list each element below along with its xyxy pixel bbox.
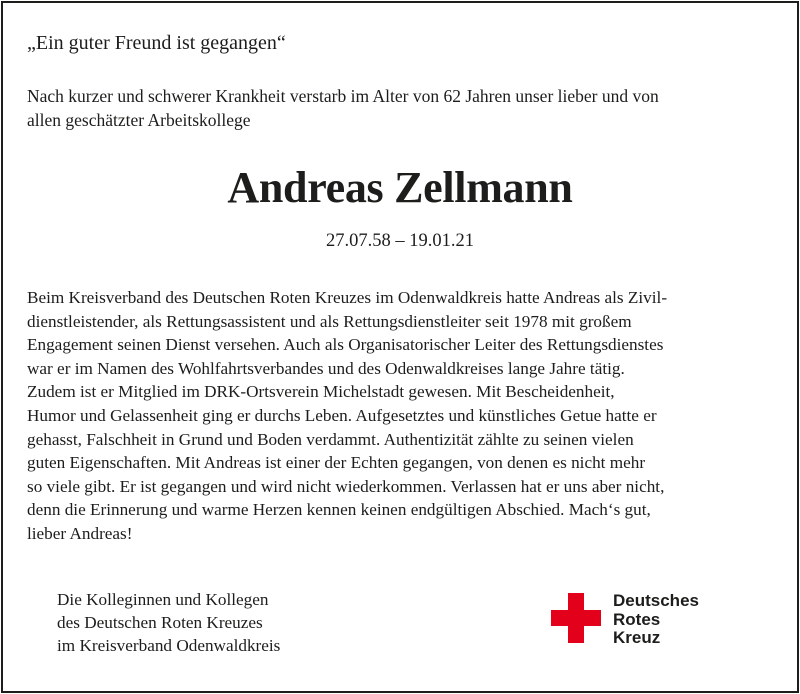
intro-line: allen geschätzter Arbeitskollege (27, 110, 251, 130)
deceased-name: Andreas Zellmann (227, 163, 573, 212)
tribute-line: guten Eigenschaften. Mit Andreas ist einer der Echten gegangen, von denen es nicht mehr (27, 453, 646, 473)
headline-quote: „Ein guter Freund ist gegangen“ (27, 32, 286, 54)
logo-wordmark (613, 592, 699, 648)
tribute-line: war er im Namen des Wohlfahrtsverbandes und des Odenwaldkreises lange Jahre tätig. (27, 358, 625, 378)
tribute-text (27, 286, 787, 546)
tribute-line: so viele gibt. Er ist gegangen und wird nicht wiederkommen. Verlassen hat er uns aber nicht, (27, 476, 665, 496)
signature-block (57, 588, 280, 657)
signature-line: Die Kolleginnen und Kollegen (57, 590, 269, 609)
tribute-line: dienstleistender, als Rettungsassistent und als Rettungsdienstleiter seit 1978 mit großem (27, 311, 632, 331)
tribute-line: Beim Kreisverband des Deutschen Roten Kreuzes im Odenwaldkreis hatte Andreas als Zivil- (27, 288, 668, 307)
tribute-line: gehasst, Falschheit in Grund und Boden verdammt. Authentizität zählte zu seinen vielen (27, 429, 634, 449)
tribute-line: Humor und Gelassenheit ging er durchs Leben. Aufgesetztes und künstliches Getue hatte er (27, 405, 657, 425)
tribute-line: lieber Andreas! (27, 523, 133, 543)
intro-text (27, 84, 777, 132)
life-dates: 27.07.58 – 19.01.21 (326, 231, 474, 251)
logo-line: Rotes (613, 609, 661, 629)
signature-line: des Deutschen Roten Kreuzes (57, 613, 263, 632)
tribute-line: denn die Erinnerung und warme Herzen kennen keinen endgültigen Abschied. Mach‘s gut, (27, 500, 651, 520)
logo-line: Deutsches (613, 591, 699, 610)
intro-line: Nach kurzer und schwerer Krankheit verstarb im Alter von 62 Jahren unser lieber und von (27, 86, 659, 106)
drk-logo (551, 592, 721, 650)
red-cross-icon (551, 593, 601, 643)
logo-line: Kreuz (613, 628, 661, 647)
signature-line: im Kreisverband Odenwaldkreis (57, 636, 281, 655)
tribute-line: Engagement seinen Dienst versehen. Auch als Organisatorischer Leiter des Rettungsdienstes (27, 335, 664, 355)
tribute-line: Zudem ist er Mitglied im DRK-Ortsverein Michelstadt gewesen. Mit Bescheidenheit, (27, 382, 615, 402)
